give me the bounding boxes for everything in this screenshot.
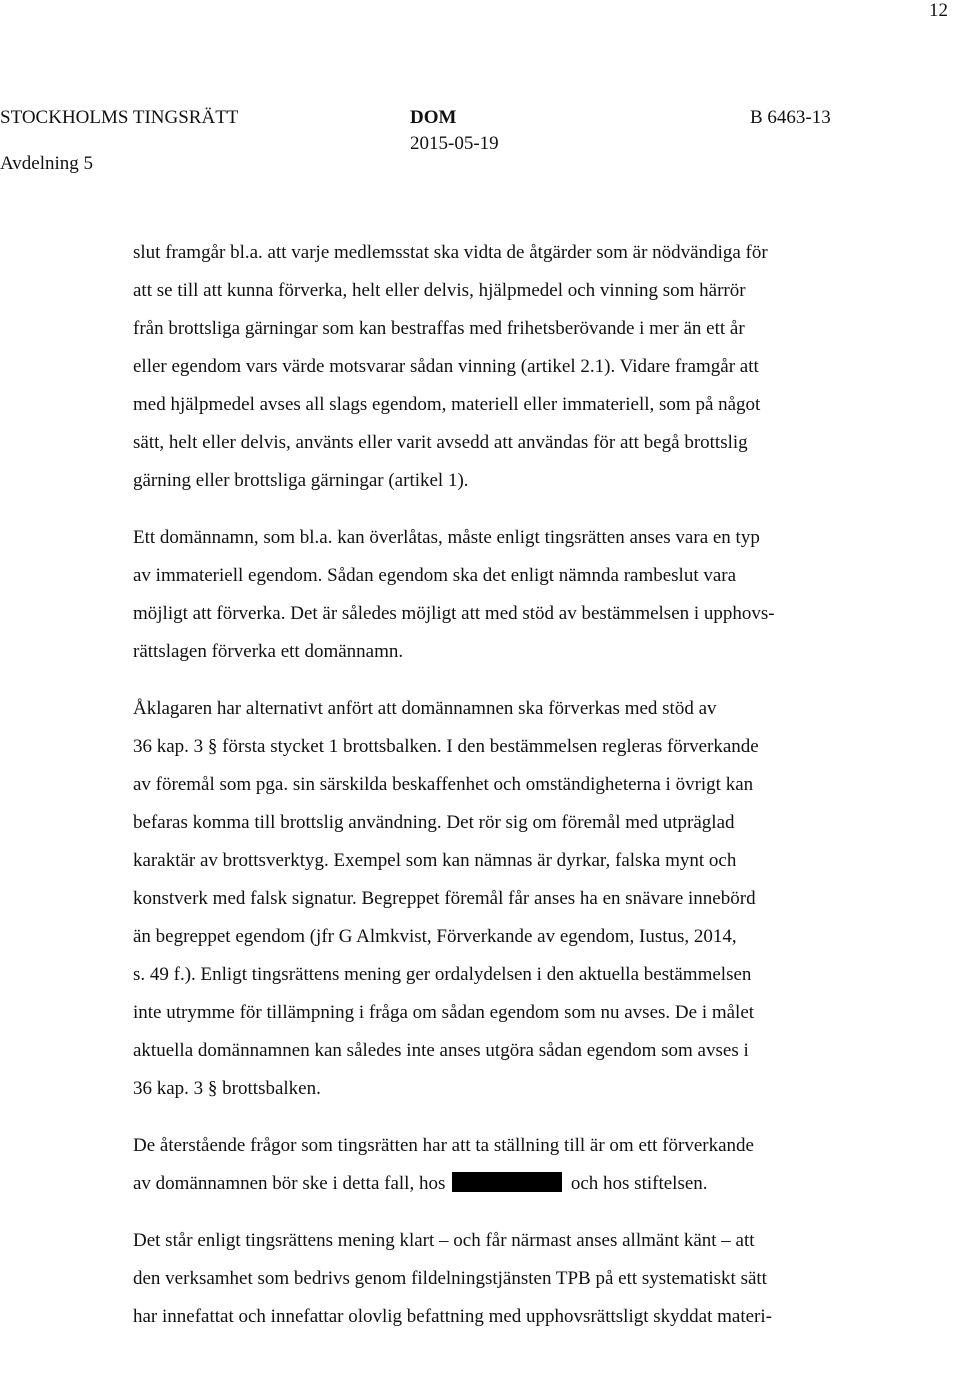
text-line: eller egendom vars värde motsvarar sådan vinning (artikel 2.1). Vidare framgår att [133, 356, 759, 377]
text-line: med hjälpmedel avses all slags egendom, materiell eller immateriell, som på något [133, 394, 761, 415]
text-line: Det står enligt tingsrättens mening klart – och får närmast anses allmänt känt – att [133, 1230, 755, 1251]
text-line: gärning eller brottsliga gärningar (artikel 1). [133, 470, 469, 491]
page-number: 12 [929, 0, 948, 21]
paragraph [133, 1127, 933, 1203]
text-line: av immateriell egendom. Sådan egendom ska det enligt nämnda rambeslut vara [133, 565, 737, 586]
paragraph [133, 519, 933, 671]
paragraph [133, 690, 933, 1108]
document-type: DOM [410, 107, 457, 128]
text-fragment: av domännamnen bör ske i detta fall, hos [133, 1173, 446, 1194]
document-body [133, 234, 933, 1336]
redaction-box [452, 1172, 562, 1192]
text-line: än begreppet egendom (jfr G Almkvist, Förverkande av egendom, Iustus, 2014, [133, 926, 737, 947]
text-line: inte utrymme för tillämpning i fråga om sådan egendom som nu avses. De i målet [133, 1002, 755, 1023]
department: Avdelning 5 [0, 153, 94, 174]
text-line: Åklagaren har alternativt anfört att domännamnen ska förverkas med stöd av [133, 698, 717, 719]
text-line: 36 kap. 3 § brottsbalken. [133, 1078, 321, 1099]
text-line: konstverk med falsk signatur. Begreppet föremål får anses ha en snävare innebörd [133, 888, 756, 909]
text-line: har innefattat och innefattar olovlig befattning med upphovsrättsligt skyddat materi- [133, 1306, 772, 1327]
text-line: den verksamhet som bedrivs genom fildelningstjänsten TPB på ett systematiskt sätt [133, 1268, 767, 1289]
text-line: från brottsliga gärningar som kan bestraffas med frihetsberövande i mer än ett år [133, 318, 745, 339]
text-line: Ett domännamn, som bl.a. kan överlåtas, måste enligt tingsrätten anses vara en typ [133, 527, 760, 548]
text-line: sätt, helt eller delvis, använts eller varit avsedd att användas för att begå brottslig [133, 432, 748, 453]
text-line: karaktär av brottsverktyg. Exempel som kan nämnas är dyrkar, falska mynt och [133, 850, 737, 871]
text-line: aktuella domännamnen kan således inte anses utgöra sådan egendom som avses i [133, 1040, 749, 1061]
paragraph [133, 234, 933, 500]
text-line: s. 49 f.). Enligt tingsrättens mening ger ordalydelsen i den aktuella bestämmelsen [133, 964, 752, 985]
text-line: rättslagen förverka ett domännamn. [133, 641, 404, 662]
case-number: B 6463-13 [750, 107, 831, 128]
text-line: slut framgår bl.a. att varje medlemsstat ska vidta de åtgärder som är nödvändiga för [133, 242, 768, 263]
text-line: befaras komma till brottslig användning. Det rör sig om föremål med utpräglad [133, 812, 735, 833]
text-line [133, 1165, 933, 1203]
text-line: 36 kap. 3 § första stycket 1 brottsbalken. I den bestämmelsen regleras förverkande [133, 736, 759, 757]
text-line: De återstående frågor som tingsrätten har att ta ställning till är om ett förverkande [133, 1135, 754, 1156]
text-fragment: och hos stiftelsen. [570, 1173, 708, 1194]
court-name: STOCKHOLMS TINGSRÄTT [0, 107, 239, 128]
document-date: 2015-05-19 [410, 133, 499, 154]
paragraph [133, 1222, 933, 1336]
text-line: att se till att kunna förverka, helt eller delvis, hjälpmedel och vinning som härrör [133, 280, 746, 301]
text-line: av föremål som pga. sin särskilda beskaffenhet och omständigheterna i övrigt kan [133, 774, 754, 795]
text-line: möjligt att förverka. Det är således möjligt att med stöd av bestämmelsen i upphovs- [133, 603, 775, 624]
